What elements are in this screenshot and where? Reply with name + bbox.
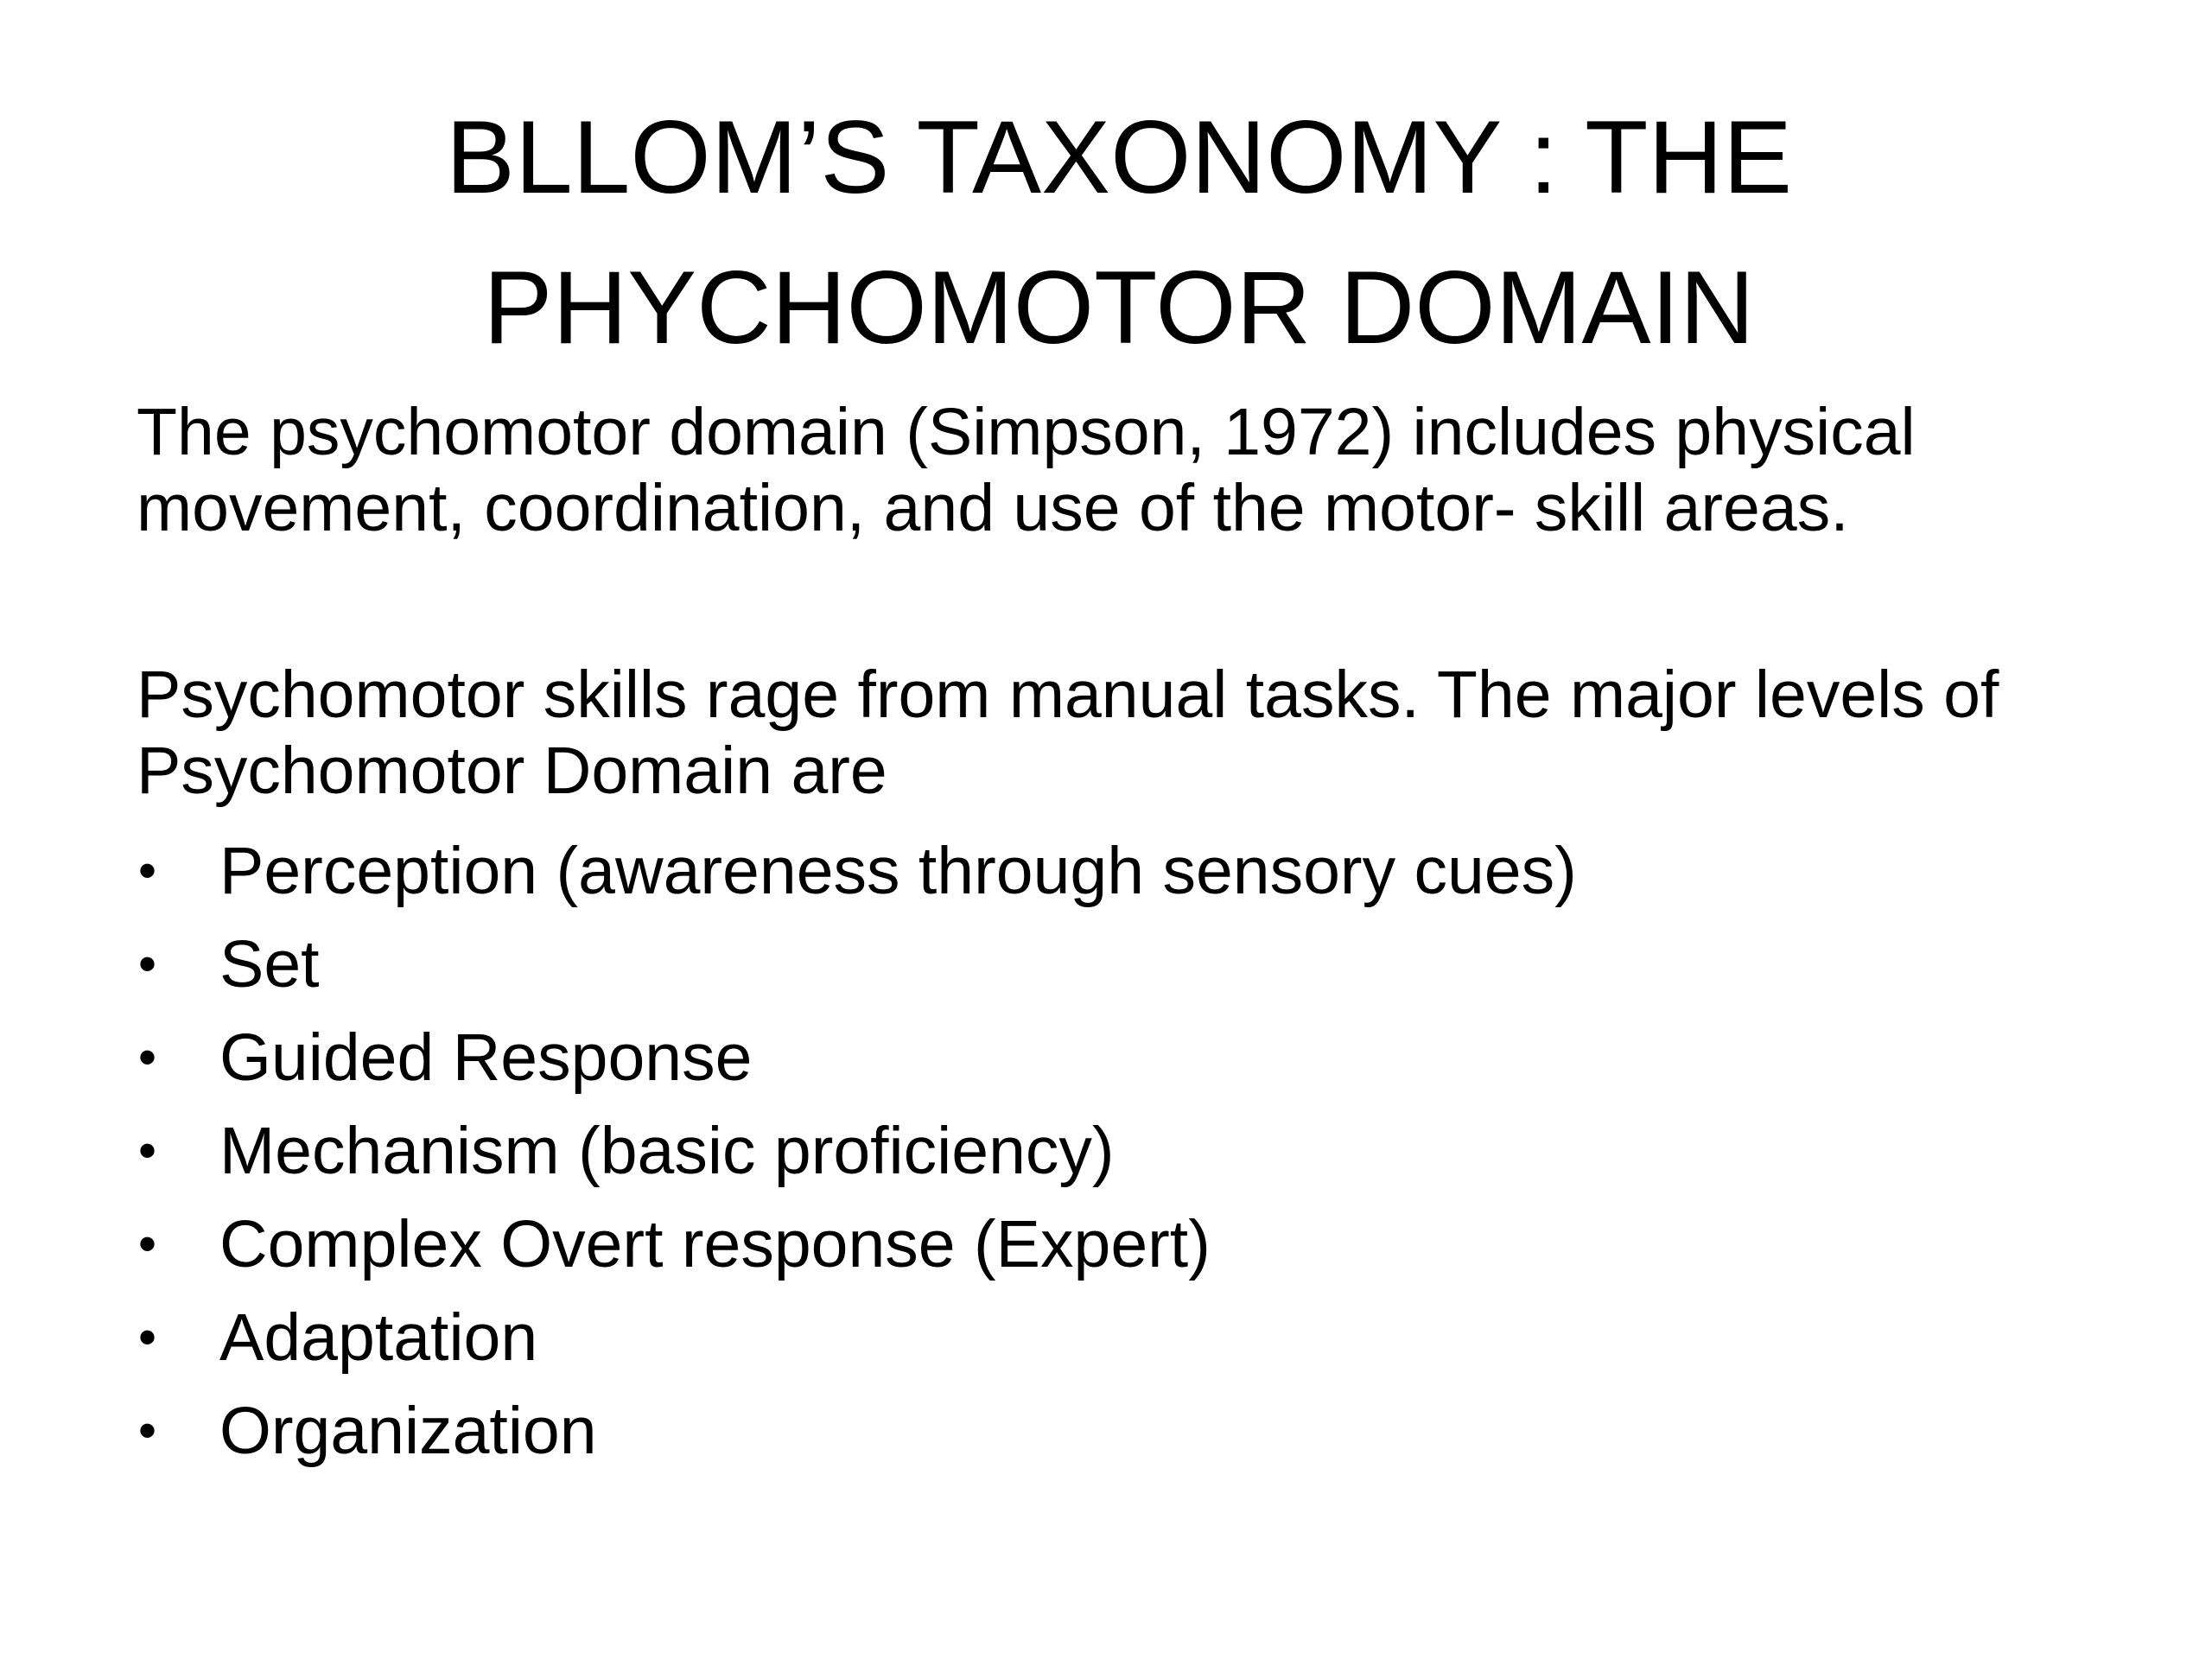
- intro-line-1: The psychomotor domain (Simpson, 1972) includes physical: [137, 395, 1916, 469]
- list-item-text: Perception (awareness through sensory cues): [219, 834, 1577, 908]
- paragraph-spacer: [137, 546, 2150, 657]
- bullet-icon: •: [138, 1402, 157, 1459]
- list-item-text: Set: [219, 927, 320, 1001]
- levels-paragraph: [137, 657, 2150, 809]
- bullet-icon: •: [138, 1215, 157, 1273]
- list-item: [137, 1291, 2150, 1384]
- list-item-text: Adaptation: [219, 1300, 538, 1375]
- list-item: [137, 1104, 2150, 1198]
- bullet-icon: •: [138, 1308, 157, 1366]
- list-item-text: Mechanism (basic proficiency): [219, 1114, 1115, 1188]
- title-line-2: PHYCHOMOTOR DOMAIN: [483, 250, 1755, 365]
- bullet-icon: •: [138, 842, 157, 899]
- title-line-1: BLLOM’S TAXONOMY : THE: [445, 99, 1793, 215]
- list-item: [137, 918, 2150, 1011]
- list-item: [137, 824, 2150, 918]
- intro-paragraph: [137, 394, 2150, 546]
- list-item-text: Organization: [219, 1394, 597, 1468]
- bullet-icon: •: [138, 935, 157, 993]
- levels-line-2: Psychomotor Domain are: [137, 734, 887, 808]
- list-item: [137, 1198, 2150, 1291]
- slide-title: [225, 82, 2013, 383]
- levels-list: [137, 824, 2150, 1478]
- list-item: [137, 1011, 2150, 1104]
- list-item: [137, 1384, 2150, 1478]
- list-item-text: Complex Overt response (Expert): [219, 1207, 1211, 1281]
- bullet-icon: •: [138, 1028, 157, 1086]
- bullet-icon: •: [138, 1122, 157, 1179]
- slide-body: [137, 394, 2150, 1478]
- intro-line-2: movement, coordination, and use of the motor- skill areas.: [137, 471, 1849, 545]
- levels-line-1: Psychomotor skills rage from manual tasks. The major levels of: [137, 658, 1999, 732]
- list-item-text: Guided Response: [219, 1020, 753, 1095]
